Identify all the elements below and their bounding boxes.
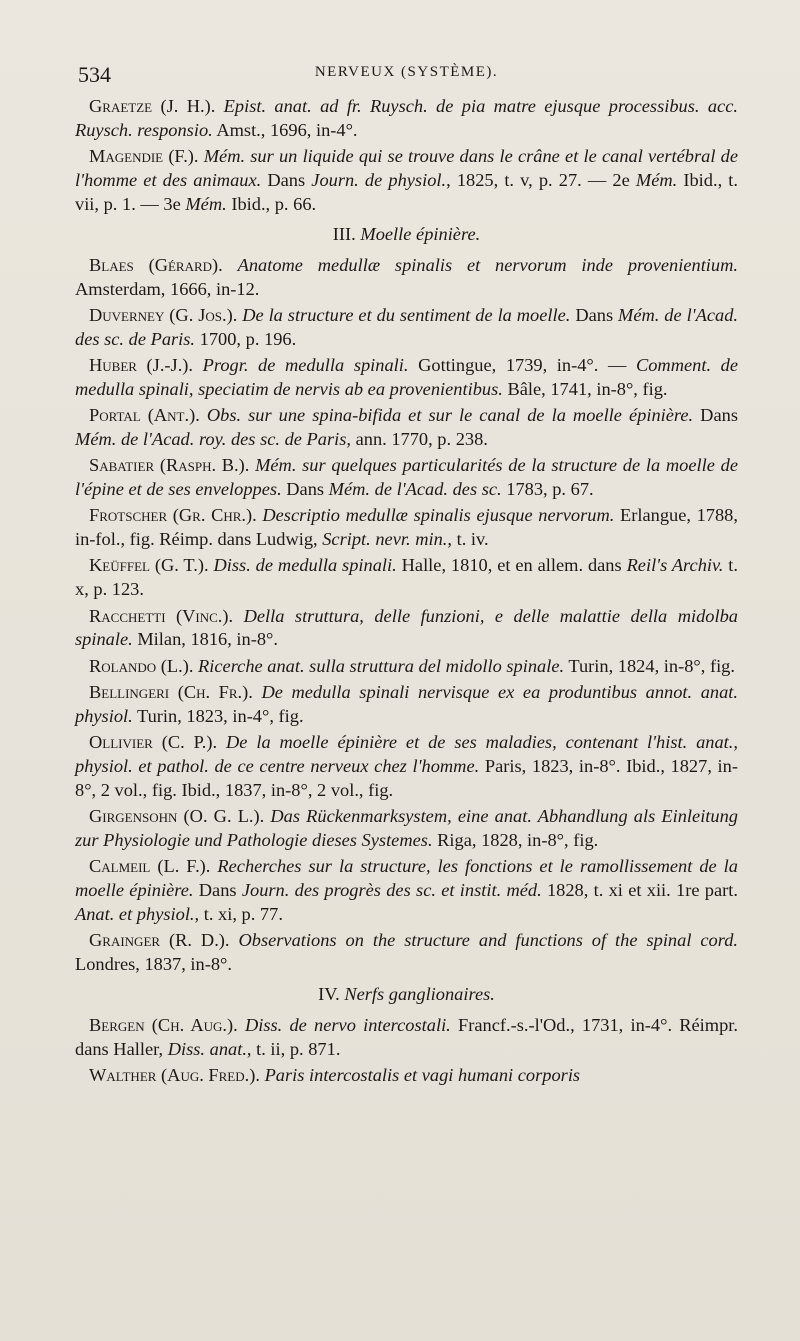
- publication-info: Londres, 1837, in-8°.: [75, 953, 233, 974]
- publication-info: 1700, p. 196.: [195, 328, 297, 349]
- publication-info: Dans: [193, 879, 242, 900]
- work-title: Mém. de l'Acad. des sc.: [328, 479, 502, 500]
- work-title: De la structure et du sentiment de la moelle.: [242, 304, 571, 325]
- work-title: Moelle épinière.: [360, 223, 481, 244]
- author-name: Rolando (L.).: [89, 655, 199, 676]
- work-title: Anat. et physiol.: [75, 903, 195, 924]
- author-name: Frotscher (Gr. Chr.).: [89, 505, 263, 526]
- bibliography-entry: [75, 731, 738, 803]
- work-title: De medulla spinali nervisque ex ea produntibus annot. anat. physiol.: [75, 681, 738, 726]
- bibliography-text: [75, 95, 738, 1090]
- publication-info: t. x, p. 123.: [75, 555, 739, 600]
- work-title: Das Rückenmarksystem, eine anat. Abhandlung als Einleitung zur Physiologie und Pathologie dieses Systemes.: [75, 805, 738, 850]
- work-title: Mém. de l'Acad. roy. des sc. de Paris,: [75, 428, 351, 449]
- publication-info: Dans: [281, 479, 329, 500]
- publication-info: Dans: [693, 405, 738, 426]
- running-title: NERVEUX (SYSTÈME).: [314, 64, 499, 80]
- author-name: Magendie (F.).: [89, 146, 204, 167]
- work-title: Della struttura, delle funzioni, e delle malattie della midolba spinale.: [75, 605, 738, 650]
- work-title: Ricerche anat. sulla struttura del midollo spinale.: [198, 655, 565, 676]
- publication-info: Paris, 1823, in-8°. Ibid., 1827, in-8°, 2 vol., fig. Ibid., 1837, in-8°, 2 vol., fig.: [75, 755, 738, 800]
- publication-info: Riga, 1828, in-8°, fig.: [432, 829, 599, 850]
- author-name: Huber (J.-J.).: [89, 354, 203, 375]
- bibliography-entry: [75, 254, 738, 302]
- author-name: Sabatier (Rasph. B.).: [89, 455, 256, 476]
- publication-info: , t. iv.: [447, 529, 489, 550]
- publication-info: ann. 1770, p. 238.: [350, 428, 488, 449]
- work-title: Observations on the structure and functions of the spinal cord.: [238, 930, 738, 951]
- bibliography-entry: [75, 95, 738, 143]
- work-title: Diss. anat.: [167, 1038, 247, 1059]
- publication-info: III.: [332, 223, 361, 244]
- work-title: Recherches sur la structure, les fonctions et le ramollissement de la moelle épinière.: [75, 856, 738, 900]
- author-name: Grainger (R. D.).: [89, 930, 239, 951]
- work-title: Reil's Archiv.: [626, 555, 724, 576]
- bibliography-entry: [75, 304, 738, 352]
- work-title: Mém.: [185, 193, 227, 214]
- bibliography-entry: [75, 354, 738, 402]
- work-title: Journ. des progrès des sc. et instit. méd.: [241, 879, 542, 900]
- work-title: Progr. de medulla spinali.: [202, 354, 409, 375]
- publication-info: 1783, p. 67.: [501, 479, 594, 500]
- bibliography-entry: [75, 855, 738, 927]
- author-name: Bellingeri (Ch. Fr.).: [89, 681, 262, 702]
- work-title: Obs. sur une spina-bifida et sur le canal de la moelle épinière.: [206, 405, 694, 426]
- author-name: Duverney (G. Jos.).: [89, 304, 243, 325]
- work-title: Script. nevr. min.: [322, 529, 448, 550]
- author-name: Racchetti (Vinc.).: [89, 605, 244, 626]
- publication-info: Turin, 1824, in-8°, fig.: [564, 655, 735, 676]
- publication-info: Ibid., p. 66.: [226, 193, 317, 214]
- bibliography-entry: [75, 504, 738, 552]
- author-name: Blaes (Gérard).: [89, 254, 238, 275]
- publication-info: Gottingue, 1739, in-4°. —: [408, 354, 636, 375]
- publication-info: Bâle, 1741, in-8°, fig.: [502, 378, 668, 399]
- section-heading: [75, 983, 738, 1007]
- bibliography-entry: [75, 681, 738, 729]
- section-heading: [75, 223, 738, 247]
- author-name: Keüffel (G. T.).: [89, 555, 214, 576]
- bibliography-entry: [75, 145, 738, 217]
- author-name: Portal (Ant.).: [89, 405, 207, 426]
- work-title: Comment. de medulla spinali, speciatim de nervis ab ea provenientibus.: [75, 354, 738, 399]
- work-title: Epist. anat. ad fr. Ruysch. de pia matre ejusque processibus. acc. Ruysch. responsio.: [75, 96, 738, 140]
- work-title: Nerfs ganglionaires.: [344, 983, 495, 1004]
- bibliography-entry: [75, 454, 738, 502]
- work-title: Mém. sur un liquide qui se trouve dans le crâne et le canal vertébral de l'homme et des animaux.: [75, 146, 738, 191]
- bibliography-entry: [75, 805, 738, 853]
- work-title: Anatome medullæ spinalis et nervorum inde provenientium.: [237, 254, 738, 275]
- author-name: Bergen (Ch. Aug.).: [89, 1014, 245, 1035]
- author-name: Graetze (J. H.).: [89, 96, 224, 116]
- publication-info: Turin, 1823, in-4°, fig.: [132, 705, 304, 726]
- work-title: De la moelle épinière et de ses maladies, contenant l'hist. anat., physiol. et pathol. de ce centre nerveux chez l'homme.: [75, 731, 738, 776]
- publication-info: Halle, 1810, et en allem. dans: [396, 555, 627, 576]
- work-title: Diss. de medulla spinali.: [213, 555, 397, 576]
- author-name: Walther (Aug. Fred.).: [89, 1064, 265, 1085]
- publication-info: 1828, t. xi et xii. 1re part.: [541, 879, 738, 900]
- bibliography-entry: [75, 554, 738, 602]
- bibliography-entry: [75, 655, 738, 679]
- publication-info: Ibid., t. vii, p. 1. — 3e: [75, 170, 739, 214]
- work-title: Paris intercostalis et vagi humani corporis: [264, 1064, 581, 1085]
- bibliography-entry: [75, 404, 738, 452]
- publication-info: Dans: [570, 304, 619, 325]
- publication-info: Francf.-s.-l'Od., 1731, in-4°. Réimpr. dans Haller,: [75, 1014, 738, 1059]
- publication-info: Milan, 1816, in-8°.: [132, 629, 279, 650]
- publication-info: Amsterdam, 1666, in-12.: [75, 278, 260, 299]
- page-number: 534: [78, 62, 111, 87]
- publication-info: , t. xi, p. 77.: [194, 903, 283, 924]
- bibliography-entry: [75, 605, 738, 653]
- work-title: Mém. de l'Acad. des sc. de Paris.: [75, 304, 738, 349]
- work-title: Mém.: [635, 170, 678, 191]
- publication-info: , 1825, t. v, p. 27. — 2e: [446, 170, 636, 191]
- work-title: Descriptio medullæ spinalis ejusque nervorum.: [262, 505, 615, 526]
- author-name: Calmeil (L. F.).: [89, 856, 218, 877]
- work-title: Journ. de physiol.: [311, 170, 447, 191]
- running-header: [78, 62, 735, 92]
- author-name: Ollivier (C. P.).: [89, 731, 226, 752]
- publication-info: , t. ii, p. 871.: [246, 1038, 341, 1059]
- work-title: Mém. sur quelques particularités de la structure de la moelle de l'épine et de ses enveloppes.: [75, 455, 738, 500]
- publication-info: Amst., 1696, in-4°.: [212, 119, 358, 140]
- publication-info: Erlangue, 1788, in-fol., fig. Réimp. dans Ludwig,: [75, 505, 738, 550]
- bibliography-entry: [75, 1064, 738, 1088]
- publication-info: Dans: [261, 170, 312, 191]
- publication-info: IV.: [318, 983, 345, 1004]
- bibliography-entry: [75, 929, 738, 977]
- author-name: Girgensohn (O. G. L.).: [89, 805, 271, 826]
- bibliography-entry: [75, 1014, 738, 1062]
- work-title: Diss. de nervo intercostali.: [244, 1014, 451, 1035]
